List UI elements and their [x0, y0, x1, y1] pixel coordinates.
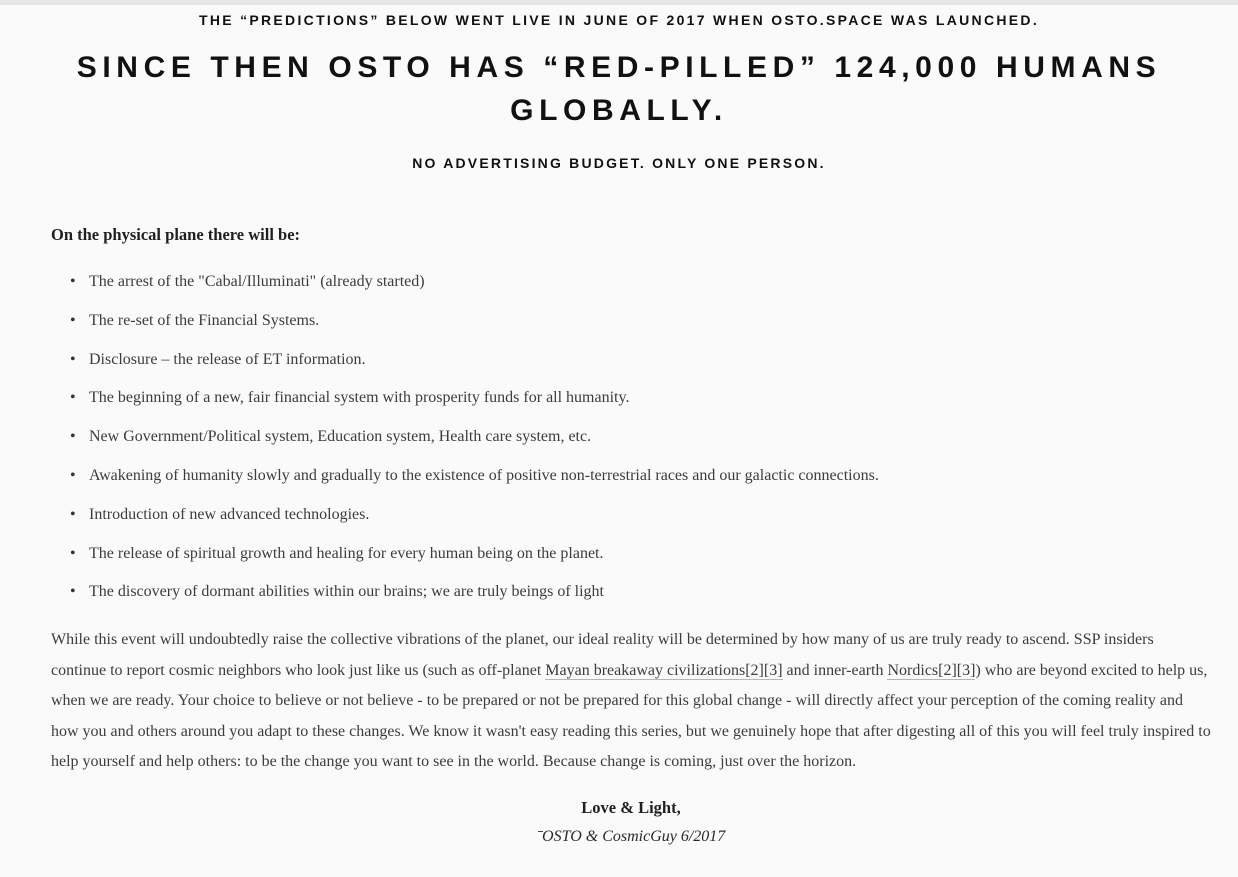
list-item: • The release of spiritual growth and healing for every human being on the planet.	[51, 542, 879, 581]
list-item: • Introduction of new advanced technologies.	[51, 503, 879, 542]
body-paragraph	[51, 625, 1211, 778]
list-item: • New Government/Political system, Education system, Health care system, etc.	[51, 425, 879, 464]
mayan-civilizations-link[interactable]: Mayan breakaway civilizations	[545, 661, 746, 679]
list-item: • The re-set of the Financial Systems.	[51, 309, 879, 348]
citation-link[interactable]: [3]	[763, 661, 783, 679]
list-item: • The arrest of the "Cabal/Illuminati" (already started)	[51, 270, 879, 309]
signature: ˉOSTO & CosmicGuy 6/2017	[536, 828, 726, 845]
list-item: • Awakening of humanity slowly and gradually to the existence of positive non-terrestrial races and our galactic connections.	[51, 464, 879, 503]
top-scroll-edge	[0, 0, 1238, 5]
citation-link[interactable]: [3]	[956, 661, 976, 679]
paragraph-text-3: ) who are beyond excited to help us, when we are ready. Your choice to believe or not believe - to be prepared or not be prepared for this global change - will directly affect your perception of the coming reality and how you and others around you adapt to these changes. We know it wasn't easy reading this series, but we genuinely hope that after digesting all of this you will feel truly inspired to help yourself and help others: to be the change you want to see in the world. Because change is coming, just over the horizon.	[51, 661, 1211, 771]
list-item: • The discovery of dormant abilities within our brains; we are truly beings of light	[51, 580, 879, 619]
paragraph-text-2: and inner-earth	[782, 661, 888, 679]
list-item: • Disclosure – the release of ET information.	[51, 348, 879, 387]
kicker-text: THE “PREDICTIONS” BELOW WENT LIVE IN JUNE OF 2017 WHEN OSTO.SPACE WAS LAUNCHED.	[198, 12, 1040, 28]
citation-link[interactable]: [2]	[745, 661, 764, 679]
section-heading: On the physical plane there will be:	[51, 225, 301, 244]
paragraph-text-1: While this event will undoubtedly raise the collective vibrations of the planet, our ideal reality will be determined by how many of us are truly ready to ascend. SSP insiders continue to report cosmic neighbors who look just like us (such as off-planet	[51, 631, 1154, 679]
subtitle-text: NO ADVERTISING BUDGET. ONLY ONE PERSON.	[412, 155, 826, 171]
predictions-list	[51, 270, 879, 619]
signoff: Love & Light,	[581, 798, 681, 817]
nordics-link[interactable]: Nordics	[887, 661, 939, 679]
list-item: • The beginning of a new, fair financial system with prosperity funds for all humanity.	[51, 386, 879, 425]
page-title: SINCE THEN OSTO HAS “RED-PILLED” 124,000 HUMANS GLOBALLY.	[76, 51, 1162, 127]
citation-link[interactable]: [2]	[938, 661, 957, 679]
